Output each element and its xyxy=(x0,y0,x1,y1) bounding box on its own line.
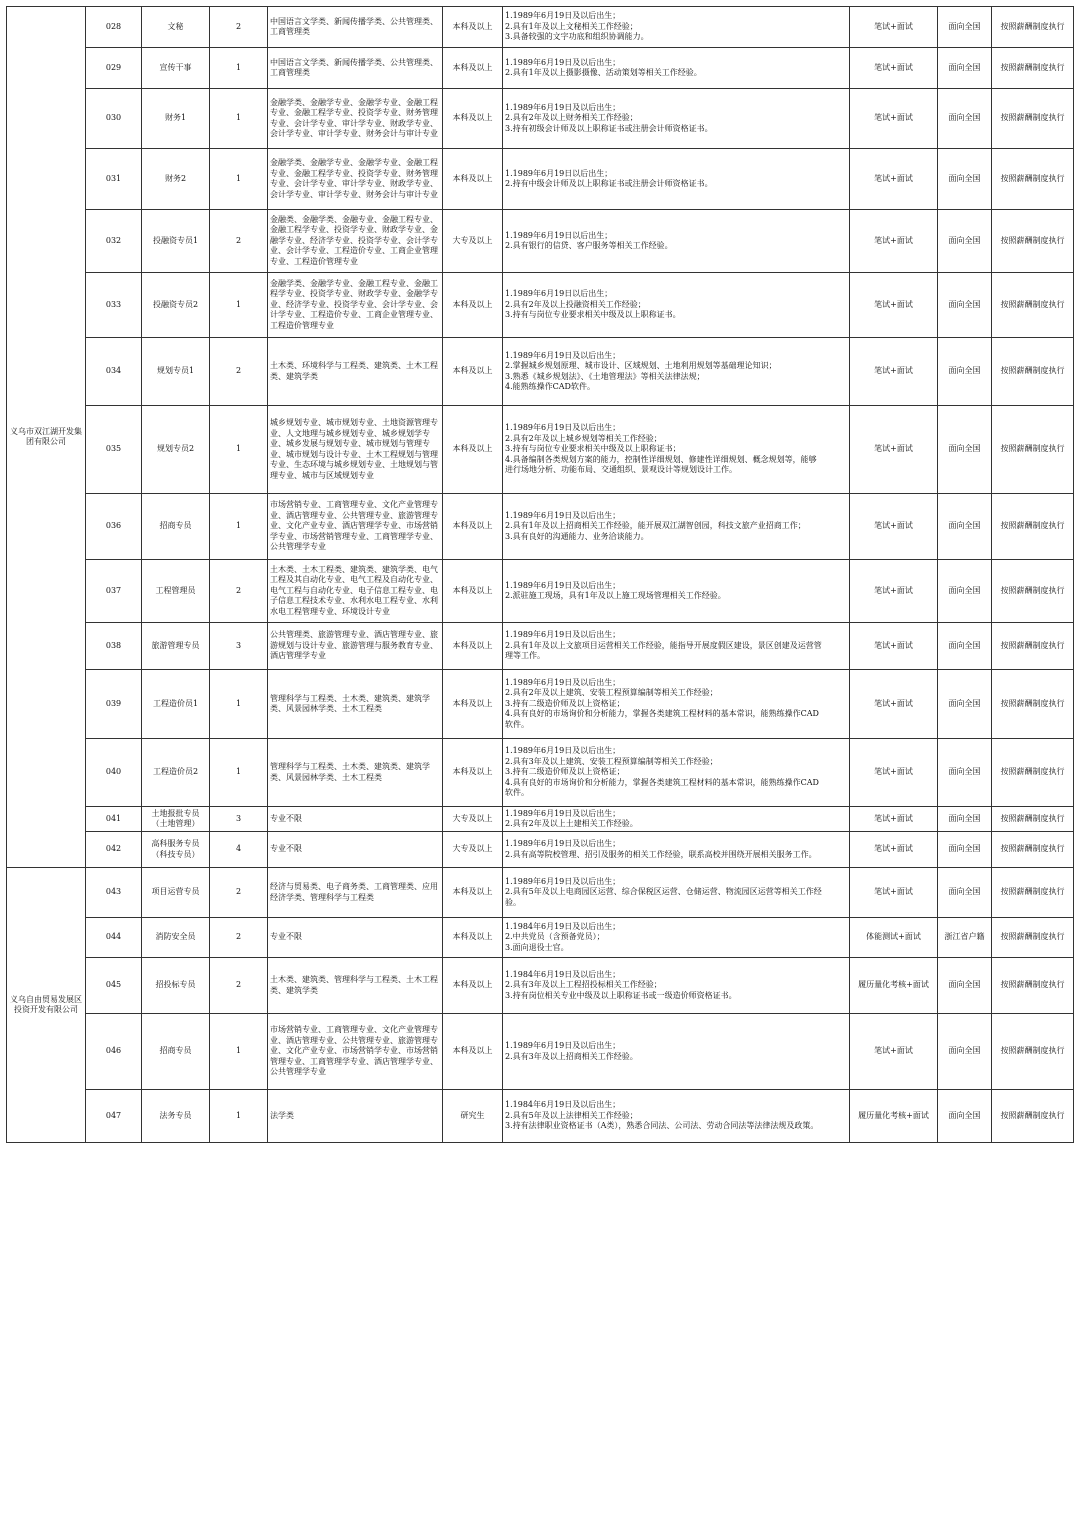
salary-cell: 按照薪酬制度执行 xyxy=(992,1014,1074,1090)
position-code-cell: 039 xyxy=(86,670,142,739)
requirements-cell xyxy=(503,1090,850,1143)
requirement-line: 4.具有良好的市场询价和分析能力，掌握各类建筑工程材料的基本常识，能熟练操作CAD xyxy=(505,777,819,787)
scope-cell: 面向全国 xyxy=(938,273,992,338)
headcount-cell: 3 xyxy=(210,623,268,670)
table-row xyxy=(7,48,1074,89)
scope-cell: 面向全国 xyxy=(938,560,992,623)
major-cell: 城乡规划专业、城市规划专业、土地资源管理专业、人文地理与城乡规划专业、城乡规划学专业、城乡发展与规划专业、城市规划与管理专业、城市规划与设计专业、土木工程规划与管理专业、生态环境与城乡规划专业、土地规划与管理专业、城市与区域规划专业 xyxy=(268,406,443,494)
requirement-line: 3.持有初级会计师及以上职称证书或注册会计师资格证书。 xyxy=(505,123,713,133)
headcount-cell: 1 xyxy=(210,273,268,338)
exam-method-cell: 笔试+面试 xyxy=(850,149,938,210)
requirement-line: 2.具有2年及以上城乡规划等相关工作经验； xyxy=(505,433,662,443)
table-row xyxy=(7,670,1074,739)
exam-method-cell: 履历量化考核+面试 xyxy=(850,958,938,1014)
salary-cell: 按照薪酬制度执行 xyxy=(992,406,1074,494)
requirement-line: 3.面向退役士官。 xyxy=(505,942,569,952)
scope-cell: 面向全国 xyxy=(938,958,992,1014)
table-row xyxy=(7,560,1074,623)
scope-cell: 面向全国 xyxy=(938,832,992,868)
requirements-cell xyxy=(503,1014,850,1090)
scope-cell: 面向全国 xyxy=(938,1014,992,1090)
major-cell: 经济与贸易类、电子商务类、工商管理类、应用经济学类、管理科学与工程类 xyxy=(268,868,443,918)
major-cell: 市场营销专业、工商管理专业、文化产业管理专业、酒店管理专业、公共管理专业、旅游管理专业、文化产业专业、酒店管理学专业、市场营销学专业、市场营销管理专业、工商管理学专业、公共管理学专业 xyxy=(268,494,443,560)
requirement-line: 1.1989年6月19日及以后出生； xyxy=(505,630,621,640)
salary-cell: 按照薪酬制度执行 xyxy=(992,494,1074,560)
education-cell: 本科及以上 xyxy=(443,494,503,560)
position-code-cell: 041 xyxy=(86,807,142,832)
requirement-line: 2.具有2年及以上财务相关工作经验； xyxy=(505,113,638,123)
education-cell: 本科及以上 xyxy=(443,623,503,670)
position-name-cell: 工程造价员2 xyxy=(142,739,210,807)
education-cell: 研究生 xyxy=(443,1090,503,1143)
major-cell: 金融学类、金融学专业、金融工程专业、金融工程学专业、投资学专业、财政学专业、金融学专业、经济学专业、投资学专业、会计学专业、会计学专业、工程造价专业、工商企业管理专业、工程造价管理专业 xyxy=(268,273,443,338)
position-code-cell: 034 xyxy=(86,338,142,406)
requirement-line: 2.具有1年及以上文秘相关工作经验； xyxy=(505,21,638,31)
education-cell: 本科及以上 xyxy=(443,1014,503,1090)
requirements-cell xyxy=(503,868,850,918)
position-code-cell: 035 xyxy=(86,406,142,494)
scope-cell: 面向全国 xyxy=(938,739,992,807)
table-row xyxy=(7,273,1074,338)
headcount-cell: 1 xyxy=(210,494,268,560)
requirement-line: 4.能熟练操作CAD软件。 xyxy=(505,382,595,391)
requirement-line: 3.熟悉《城乡规划法》、《土地管理法》等相关法律法规； xyxy=(505,371,705,381)
education-cell: 本科及以上 xyxy=(443,918,503,958)
table-row xyxy=(7,739,1074,807)
position-name-cell: 财务2 xyxy=(142,149,210,210)
scope-cell: 浙江省户籍 xyxy=(938,918,992,958)
scope-cell: 面向全国 xyxy=(938,670,992,739)
table-row xyxy=(7,494,1074,560)
salary-cell: 按照薪酬制度执行 xyxy=(992,48,1074,89)
headcount-cell: 1 xyxy=(210,739,268,807)
scope-cell: 面向全国 xyxy=(938,149,992,210)
position-name-cell: 消防安全员 xyxy=(142,918,210,958)
salary-cell: 按照薪酬制度执行 xyxy=(992,868,1074,918)
exam-method-cell: 笔试+面试 xyxy=(850,807,938,832)
major-cell: 公共管理类、旅游管理专业、酒店管理专业、旅游规划与设计专业、旅游管理与服务教育专业、酒店管理学专业 xyxy=(268,623,443,670)
headcount-cell: 1 xyxy=(210,406,268,494)
requirement-line: 1.1984年6月19日及以后出生； xyxy=(505,921,621,931)
scope-cell: 面向全国 xyxy=(938,210,992,273)
requirements-cell xyxy=(503,623,850,670)
position-name-cell: 宣传干事 xyxy=(142,48,210,89)
major-cell: 法学类 xyxy=(268,1090,443,1143)
requirements-cell xyxy=(503,918,850,958)
requirement-line: 2.掌握城乡规划原理、城市设计、区域规划、土地利用规划等基础理论知识； xyxy=(505,361,777,370)
headcount-cell: 2 xyxy=(210,958,268,1014)
table-row xyxy=(7,868,1074,918)
table-row xyxy=(7,149,1074,210)
table-row xyxy=(7,89,1074,149)
position-name-cell: 旅游管理专员 xyxy=(142,623,210,670)
scope-cell: 面向全国 xyxy=(938,623,992,670)
salary-cell: 按照薪酬制度执行 xyxy=(992,739,1074,807)
position-code-cell: 044 xyxy=(86,918,142,958)
scope-cell: 面向全国 xyxy=(938,48,992,89)
exam-method-cell: 体能测试+面试 xyxy=(850,918,938,958)
position-code-cell: 032 xyxy=(86,210,142,273)
requirement-line: 3.持有法律职业资格证书（A类），熟悉合同法、公司法、劳动合同法等法律法规及政策。 xyxy=(505,1121,819,1131)
position-code-cell: 047 xyxy=(86,1090,142,1143)
headcount-cell: 2 xyxy=(210,210,268,273)
headcount-cell: 1 xyxy=(210,670,268,739)
education-cell: 大专及以上 xyxy=(443,807,503,832)
position-code-cell: 030 xyxy=(86,89,142,149)
salary-cell: 按照薪酬制度执行 xyxy=(992,1090,1074,1143)
major-cell: 市场营销专业、工商管理专业、文化产业管理专业、酒店管理专业、公共管理专业、旅游管理专业、文化产业专业、市场营销学专业、市场营销管理专业、工商管理学专业、酒店管理学专业、公共管理学专业 xyxy=(268,1014,443,1090)
table-row xyxy=(7,918,1074,958)
requirement-line: 软件。 xyxy=(505,788,529,798)
position-name-cell: 财务1 xyxy=(142,89,210,149)
requirement-line: 3.具有良好的沟通能力、业务洽谈能力。 xyxy=(505,531,649,541)
requirement-line: 进行场地分析、功能布局、交通组织、景观设计等规划设计工作。 xyxy=(505,465,737,475)
scope-cell: 面向全国 xyxy=(938,807,992,832)
requirement-line: 1.1989年6月19日及以后出生； xyxy=(505,11,621,21)
table-body xyxy=(7,7,1074,1143)
requirement-line: 4.具备编制各类规划方案的能力，控制性详细规划、修建性详细规划、概念规划等，能够 xyxy=(505,454,817,464)
requirement-line: 2.具有5年及以上电商园区运营、综合保税区运营、仓储运营、物流园区运营等相关工作经 xyxy=(505,887,822,897)
position-code-cell: 037 xyxy=(86,560,142,623)
education-cell: 本科及以上 xyxy=(443,868,503,918)
requirement-line: 1.1989年6月19日以后出生； xyxy=(505,168,613,178)
major-cell: 土木类、环境科学与工程类、建筑类、土木工程类、建筑学类 xyxy=(268,338,443,406)
requirement-line: 2.具有2年及以上建筑、安装工程预算编制等相关工作经验； xyxy=(505,688,718,698)
table-row xyxy=(7,807,1074,832)
education-cell: 大专及以上 xyxy=(443,832,503,868)
scope-cell: 面向全国 xyxy=(938,7,992,48)
table-row xyxy=(7,1014,1074,1090)
exam-method-cell: 笔试+面试 xyxy=(850,739,938,807)
exam-method-cell: 笔试+面试 xyxy=(850,1014,938,1090)
salary-cell: 按照薪酬制度执行 xyxy=(992,670,1074,739)
position-code-cell: 036 xyxy=(86,494,142,560)
salary-cell: 按照薪酬制度执行 xyxy=(992,210,1074,273)
exam-method-cell: 笔试+面试 xyxy=(850,560,938,623)
table-row xyxy=(7,406,1074,494)
education-cell: 本科及以上 xyxy=(443,338,503,406)
major-cell: 专业不限 xyxy=(268,832,443,868)
headcount-cell: 2 xyxy=(210,560,268,623)
requirement-line: 3.持有二级造价师及以上资格证； xyxy=(505,698,625,708)
major-cell: 管理科学与工程类、土木类、建筑类、建筑学类、风景园林学类、土木工程类 xyxy=(268,670,443,739)
major-cell: 专业不限 xyxy=(268,807,443,832)
education-cell: 本科及以上 xyxy=(443,670,503,739)
requirement-line: 验。 xyxy=(505,897,521,907)
exam-method-cell: 笔试+面试 xyxy=(850,273,938,338)
requirement-line: 1.1989年6月19日及以后出生； xyxy=(505,57,621,67)
requirements-cell xyxy=(503,338,850,406)
position-code-cell: 040 xyxy=(86,739,142,807)
requirement-line: 1.1989年6月19日及以后出生； xyxy=(505,677,621,687)
exam-method-cell: 笔试+面试 xyxy=(850,670,938,739)
education-cell: 本科及以上 xyxy=(443,560,503,623)
position-name-cell: 规划专员2 xyxy=(142,406,210,494)
position-code-cell: 028 xyxy=(86,7,142,48)
requirement-line: 1.1989年6月19日及以后出生； xyxy=(505,839,621,848)
exam-method-cell: 笔试+面试 xyxy=(850,89,938,149)
requirement-line: 2.具有银行的信贷、客户服务等相关工作经验。 xyxy=(505,241,673,250)
requirement-line: 1.1989年6月19日以后出生； xyxy=(505,230,613,240)
headcount-cell: 1 xyxy=(210,1014,268,1090)
position-code-cell: 033 xyxy=(86,273,142,338)
requirements-cell xyxy=(503,48,850,89)
requirement-line: 1.1989年6月19日以后出生； xyxy=(505,289,613,299)
requirement-line: 3.持有二级造价师及以上资格证； xyxy=(505,767,625,777)
scope-cell: 面向全国 xyxy=(938,406,992,494)
requirement-line: 3.持有与岗位专业要求相关中级及以上职称证书。 xyxy=(505,310,681,320)
requirement-line: 1.1989年6月19日及以后出生； xyxy=(505,580,621,590)
exam-method-cell: 笔试+面试 xyxy=(850,338,938,406)
requirement-line: 2.持有中级会计师及以上职称证书或注册会计师资格证书。 xyxy=(505,179,713,188)
position-name-cell: 文秘 xyxy=(142,7,210,48)
requirement-line: 2.具有1年及以上摄影摄像、活动策划等相关工作经验。 xyxy=(505,68,702,77)
salary-cell: 按照薪酬制度执行 xyxy=(992,338,1074,406)
education-cell: 本科及以上 xyxy=(443,89,503,149)
position-name-cell: 法务专员 xyxy=(142,1090,210,1143)
position-code-cell: 031 xyxy=(86,149,142,210)
salary-cell: 按照薪酬制度执行 xyxy=(992,832,1074,868)
requirement-line: 1.1989年6月19日及以后出生； xyxy=(505,808,621,818)
major-cell: 土木类、建筑类、管理科学与工程类、土木工程类、建筑学类 xyxy=(268,958,443,1014)
position-code-cell: 029 xyxy=(86,48,142,89)
table-row xyxy=(7,958,1074,1014)
major-cell: 管理科学与工程类、土木类、建筑类、建筑学类、风景园林学类、土木工程类 xyxy=(268,739,443,807)
salary-cell: 按照薪酬制度执行 xyxy=(992,7,1074,48)
scope-cell: 面向全国 xyxy=(938,89,992,149)
major-cell: 中国语言文学类、新闻传播学类、公共管理类、工商管理类 xyxy=(268,7,443,48)
headcount-cell: 2 xyxy=(210,918,268,958)
headcount-cell: 2 xyxy=(210,338,268,406)
exam-method-cell: 笔试+面试 xyxy=(850,832,938,868)
position-name-cell: 工程管理员 xyxy=(142,560,210,623)
requirements-cell xyxy=(503,670,850,739)
requirements-cell xyxy=(503,807,850,832)
education-cell: 本科及以上 xyxy=(443,149,503,210)
requirements-cell xyxy=(503,958,850,1014)
table-row xyxy=(7,7,1074,48)
scope-cell: 面向全国 xyxy=(938,1090,992,1143)
major-cell: 金融学类、金融学专业、金融学专业、金融工程专业、金融工程学专业、投资学专业、财务管理专业、会计学专业、审计学专业、财政学专业、会计学专业、审计学专业、财务会计与审计专业 xyxy=(268,89,443,149)
exam-method-cell: 笔试+面试 xyxy=(850,494,938,560)
salary-cell: 按照薪酬制度执行 xyxy=(992,89,1074,149)
requirement-line: 2.具有1年及以上招商相关工作经验，能开展双江湖智创园，科技文旅产业招商工作； xyxy=(505,521,806,531)
requirement-line: 1.1984年6月19日及以后出生； xyxy=(505,969,621,979)
major-cell: 金融学类、金融学专业、金融学专业、金融工程专业、金融工程学专业、投资学专业、财务管理专业、会计学专业、审计学专业、财政学专业、会计学专业、审计学专业、财务会计与审计专业 xyxy=(268,149,443,210)
requirement-line: 1.1989年6月19日及以后出生； xyxy=(505,1041,621,1050)
scope-cell: 面向全国 xyxy=(938,338,992,406)
position-name-cell: 高科服务专员 （科技专员） xyxy=(142,832,210,868)
salary-cell: 按照薪酬制度执行 xyxy=(992,623,1074,670)
position-code-cell: 038 xyxy=(86,623,142,670)
requirement-line: 2.具有3年及以上工程招投标相关工作经验； xyxy=(505,980,662,990)
table-row xyxy=(7,623,1074,670)
scope-cell: 面向全国 xyxy=(938,868,992,918)
salary-cell: 按照薪酬制度执行 xyxy=(992,149,1074,210)
position-name-cell: 招投标专员 xyxy=(142,958,210,1014)
recruitment-table xyxy=(6,6,1074,1143)
position-name-cell: 投融资专员1 xyxy=(142,210,210,273)
exam-method-cell: 笔试+面试 xyxy=(850,623,938,670)
requirement-line: 1.1989年6月19日及以后出生； xyxy=(505,510,621,520)
requirement-line: 2.中共党员（含预备党员）； xyxy=(505,932,605,942)
requirement-line: 2.具有5年及以上法律相关工作经验； xyxy=(505,1110,638,1120)
requirement-line: 2.具有2年及以上投融资相关工作经验； xyxy=(505,299,646,309)
requirement-line: 1.1989年6月19日及以后出生； xyxy=(505,746,621,756)
requirement-line: 理等工作。 xyxy=(505,651,545,661)
exam-method-cell: 笔试+面试 xyxy=(850,48,938,89)
education-cell: 本科及以上 xyxy=(443,48,503,89)
major-cell: 专业不限 xyxy=(268,918,443,958)
headcount-cell: 1 xyxy=(210,149,268,210)
requirement-line: 2.具有2年及以上土建相关工作经验。 xyxy=(505,819,638,828)
headcount-cell: 2 xyxy=(210,7,268,48)
table-row xyxy=(7,210,1074,273)
position-code-cell: 043 xyxy=(86,868,142,918)
exam-method-cell: 笔试+面试 xyxy=(850,7,938,48)
headcount-cell: 1 xyxy=(210,89,268,149)
exam-method-cell: 履历量化考核+面试 xyxy=(850,1090,938,1143)
salary-cell: 按照薪酬制度执行 xyxy=(992,807,1074,832)
headcount-cell: 2 xyxy=(210,868,268,918)
education-cell: 本科及以上 xyxy=(443,7,503,48)
requirement-line: 1.1989年6月19日及以后出生； xyxy=(505,876,621,886)
table-row xyxy=(7,1090,1074,1143)
requirement-line: 3.具备较强的文字功底和组织协调能力。 xyxy=(505,32,649,42)
salary-cell: 按照薪酬制度执行 xyxy=(992,958,1074,1014)
requirement-line: 1.1984年6月19日及以后出生； xyxy=(505,1100,621,1110)
position-name-cell: 投融资专员2 xyxy=(142,273,210,338)
requirement-line: 2.具有3年及以上招商相关工作经验。 xyxy=(505,1051,638,1061)
requirements-cell xyxy=(503,739,850,807)
requirement-line: 2.派驻施工现场，具有1年及以上施工现场管理相关工作经验。 xyxy=(505,591,726,600)
requirements-cell xyxy=(503,273,850,338)
requirement-line: 软件。 xyxy=(505,719,529,729)
exam-method-cell: 笔试+面试 xyxy=(850,868,938,918)
major-cell: 中国语言文学类、新闻传播学类、公共管理类、工商管理类 xyxy=(268,48,443,89)
requirement-line: 1.1989年6月19日及以后出生； xyxy=(505,350,621,360)
education-cell: 大专及以上 xyxy=(443,210,503,273)
requirements-cell xyxy=(503,832,850,868)
requirements-cell xyxy=(503,406,850,494)
position-name-cell: 招商专员 xyxy=(142,494,210,560)
requirements-cell xyxy=(503,89,850,149)
requirements-cell xyxy=(503,210,850,273)
requirement-line: 1.1989年6月19日及以后出生； xyxy=(505,423,621,433)
requirement-line: 1.1989年6月19日及以后出生； xyxy=(505,102,621,112)
major-cell: 金融类、金融学类、金融专业、金融工程专业、金融工程学专业、投资学专业、财政学专业、金融学专业、经济学专业、投资学专业、会计学专业、会计学专业、工程造价专业、工商企业管理专业、工程造价管理专业 xyxy=(268,210,443,273)
requirement-line: 3.持有岗位相关专业中级及以上职称证书或一级造价师资格证书。 xyxy=(505,990,737,1000)
requirement-line: 2.具有3年及以上建筑、安装工程预算编制等相关工作经验； xyxy=(505,756,718,766)
salary-cell: 按照薪酬制度执行 xyxy=(992,918,1074,958)
requirements-cell xyxy=(503,149,850,210)
scope-cell: 面向全国 xyxy=(938,494,992,560)
position-name-cell: 土地报批专员 （土地管理） xyxy=(142,807,210,832)
position-code-cell: 046 xyxy=(86,1014,142,1090)
education-cell: 本科及以上 xyxy=(443,273,503,338)
requirements-cell xyxy=(503,494,850,560)
headcount-cell: 4 xyxy=(210,832,268,868)
headcount-cell: 1 xyxy=(210,1090,268,1143)
position-name-cell: 规划专员1 xyxy=(142,338,210,406)
requirements-cell xyxy=(503,560,850,623)
company-cell: 义乌自由贸易发展区投资开发有限公司 xyxy=(7,868,86,1143)
salary-cell: 按照薪酬制度执行 xyxy=(992,273,1074,338)
requirement-line: 4.具有良好的市场询价和分析能力，掌握各类建筑工程材料的基本常识，能熟练操作CAD xyxy=(505,709,819,719)
exam-method-cell: 笔试+面试 xyxy=(850,210,938,273)
headcount-cell: 3 xyxy=(210,807,268,832)
company-cell: 义乌市双江湖开发集团有限公司 xyxy=(7,7,86,868)
headcount-cell: 1 xyxy=(210,48,268,89)
education-cell: 本科及以上 xyxy=(443,406,503,494)
position-name-cell: 工程造价员1 xyxy=(142,670,210,739)
requirement-line: 2.具有1年及以上文旅项目运营相关工作经验，能指导开展度假区建设，景区创建及运营管 xyxy=(505,640,822,650)
position-code-cell: 042 xyxy=(86,832,142,868)
exam-method-cell: 笔试+面试 xyxy=(850,406,938,494)
education-cell: 本科及以上 xyxy=(443,739,503,807)
major-cell: 土木类、土木工程类、建筑类、建筑学类、电气工程及其自动化专业、电气工程及自动化专业、电气工程与自动化专业、电子信息工程专业、电子信息工程技术专业、水利水电工程专业、水利水电工程管理专业、环境设计专业 xyxy=(268,560,443,623)
requirements-cell xyxy=(503,7,850,48)
table-row xyxy=(7,832,1074,868)
position-name-cell: 招商专员 xyxy=(142,1014,210,1090)
salary-cell: 按照薪酬制度执行 xyxy=(992,560,1074,623)
education-cell: 本科及以上 xyxy=(443,958,503,1014)
position-code-cell: 045 xyxy=(86,958,142,1014)
position-name-cell: 项目运营专员 xyxy=(142,868,210,918)
requirement-line: 2.具有高等院校管理、招引及服务的相关工作经验，联系高校并围绕开展相关服务工作。 xyxy=(505,849,817,859)
requirement-line: 3.持有与岗位专业要求相关中级及以上职称证书； xyxy=(505,444,681,454)
table-row xyxy=(7,338,1074,406)
